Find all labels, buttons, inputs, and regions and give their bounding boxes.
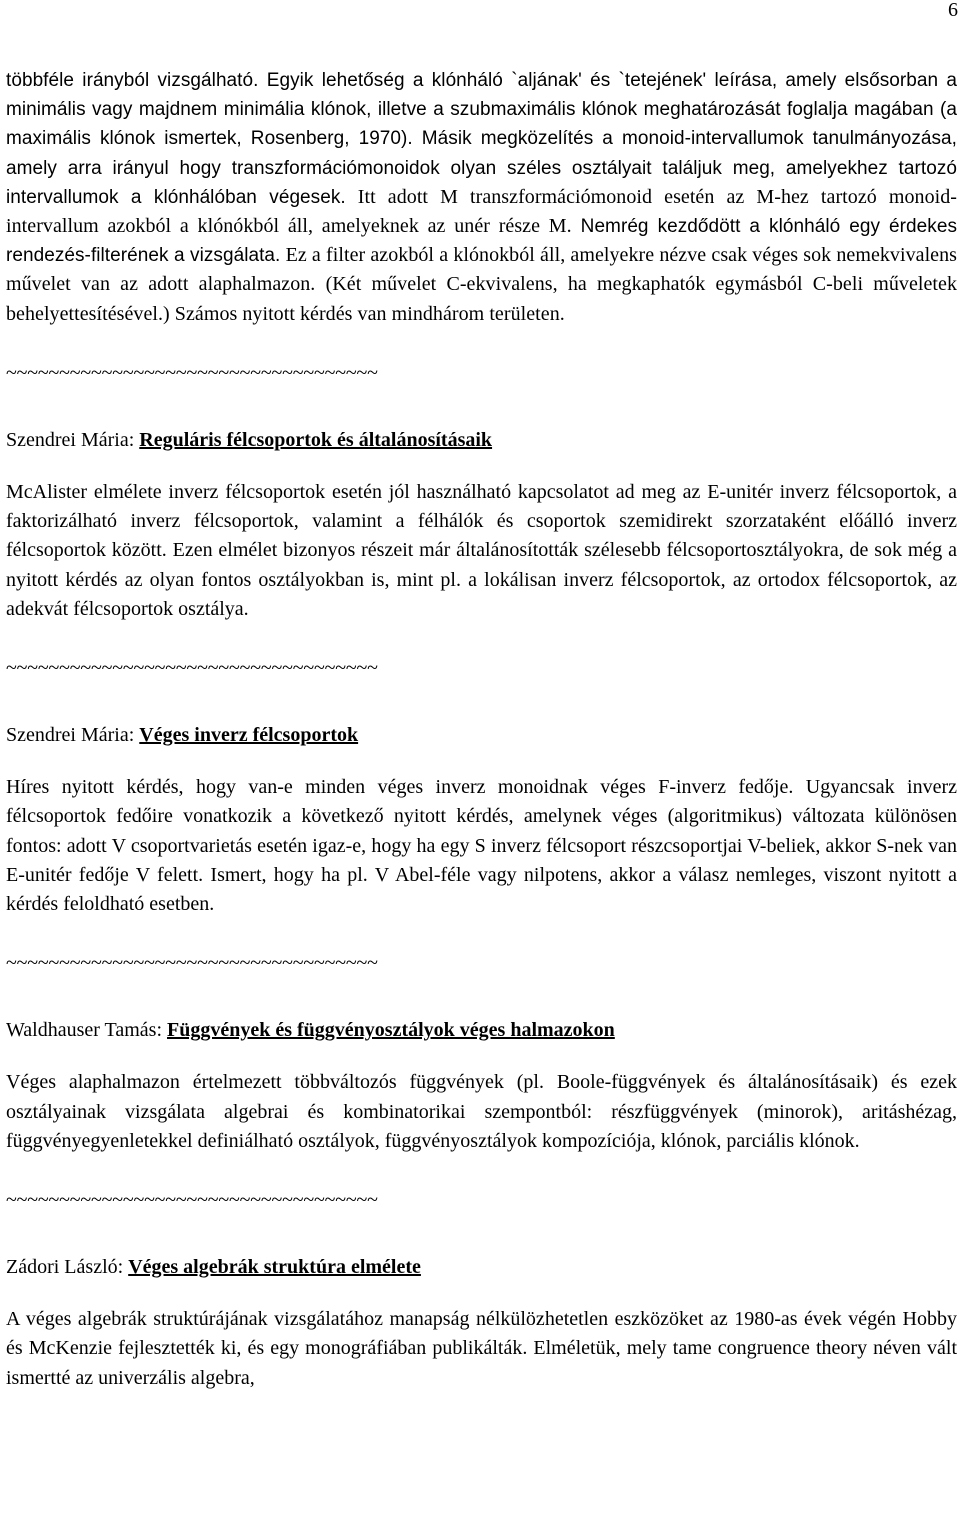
section-heading bbox=[6, 721, 957, 750]
section-body: A véges algebrák struktúrájának vizsgálatához manapság nélkülözhetetlen eszközöket az 1980-as évek végén Hobby és McKenzie fejlesztették ki, és egy monográfiában publikálták. Elméletük, mely tame congruence theory néven vált ismertté az univerzális algebra, bbox=[6, 1308, 957, 1389]
intro-text-serif-3: (Két művelet C-ekvivalens, ha megkaphatók egymásból C-beli műveletek behelyettesítésével.) Számos nyitott kérdés van mindhárom területen. bbox=[6, 273, 957, 325]
section-title: Reguláris félcsoportok és általánosításaik bbox=[139, 428, 493, 451]
section-author: Szendrei Mária: bbox=[6, 724, 140, 747]
section-author: Waldhauser Tamás: bbox=[6, 1019, 168, 1042]
section-separator: ~~~~~~~~~~~~~~~~~~~~~~~~~~~~~~~~~~~ bbox=[6, 1189, 378, 1212]
section-heading bbox=[6, 1016, 957, 1045]
intro-text-serif-2: Ez a filter azokból a klónokból áll, amelyekre nézve csak véges sok nemekvivalens művelet van az adott alaphalmazon. bbox=[6, 244, 957, 296]
intro-text-serif-1: Itt adott M transzformációmonoid esetén az M-hez tartozó monoid-intervallum azokból a klónókból áll, amelyeknek az unér része M. bbox=[6, 185, 957, 238]
section-body: Véges alaphalmazon értelmezett többváltozós függvények (pl. Boole-függvények és általánosításaik) és ezek osztályainak vizsgálata algebrai és kombinatorikai szempontból: részfüggvények (minorok), aritáshézag, függvényegyenletekkel definiálható osztályok, függvényosztályok kompozíciója, klónok, parciális klónok. bbox=[6, 1071, 957, 1152]
section-body: McAlister elmélete inverz félcsoportok esetén jól használható kapcsolatot ad meg az E-unitér inverz félcsoportok, a faktorizálható inverz félcsoportok, valamint a félhálók és csoportok szemidirekt szorzataként előálló inverz félcsoportok között. Ezen elmélet bizonyos részeit már általánosították szélesebb félcsoportosztályokra, de sok még a nyitott kérdés az olyan fontos osztályokban is, mint pl. a lokálisan inverz félcsoportok, az ortodox félcsoportok, az adekvát félcsoportok osztálya. bbox=[6, 481, 957, 620]
section-title: Véges algebrák struktúra elmélete bbox=[128, 1256, 421, 1279]
intro-text-sans-2: Nemrég kezdődött a klónháló egy érdekes rendezés-filterének a vizsgálata. bbox=[6, 216, 957, 267]
intro-text-sans: többféle irányból vizsgálható. Egyik lehetőség a klónháló `aljának' és `tetejének' leírása, amely elsősorban a minimális vagy majdnem minimália klónok, illetve a szubmaximális klónok meghatározását foglalja magában (a maximális klónok ismertek, Rosenberg, 1970). Másik megközelítés a monoid-intervallumok tanulmányozása, amely arra irányul hogy transzformációmonoidok olyan széles osztályait találjuk meg, amelyekhez tartozó intervallumok a klónhálóban végesek. bbox=[6, 70, 957, 208]
section-title: Függvények és függvényosztályok véges halmazokon bbox=[167, 1019, 615, 1042]
section-author: Zádori László: bbox=[6, 1256, 129, 1279]
section-separator: ~~~~~~~~~~~~~~~~~~~~~~~~~~~~~~~~~~~ bbox=[6, 657, 378, 680]
section-separator: ~~~~~~~~~~~~~~~~~~~~~~~~~~~~~~~~~~~ bbox=[6, 952, 378, 975]
section-heading bbox=[6, 426, 957, 455]
section-title: Véges inverz félcsoportok bbox=[139, 724, 359, 747]
section-body: Híres nyitott kérdés, hogy van-e minden véges inverz monoidnak véges F-inverz fedője. Ugyancsak inverz félcsoportok fedőire vonatkozik a következő nyitott kérdés, amelynek véges (algoritmikus) változata különösen fontos: adott V csoportvarietás esetén igaz-e, hogy ha egy S inverz félcsoport részcsoportjai V-beliek, akkor S-nek van E-unitér fedője V felett. Ismert, hogy ha pl. V Abel-féle vagy nilpotens, akkor a válasz nemleges, viszont nyitott a kérdés feloldható esetben. bbox=[6, 776, 957, 916]
intro-paragraph bbox=[6, 66, 957, 329]
section-separator: ~~~~~~~~~~~~~~~~~~~~~~~~~~~~~~~~~~~ bbox=[6, 361, 378, 384]
section-author: Szendrei Mária: bbox=[6, 428, 140, 451]
page-number: 6 bbox=[948, 0, 958, 21]
section-heading bbox=[6, 1253, 957, 1282]
document-body bbox=[6, 66, 957, 1393]
